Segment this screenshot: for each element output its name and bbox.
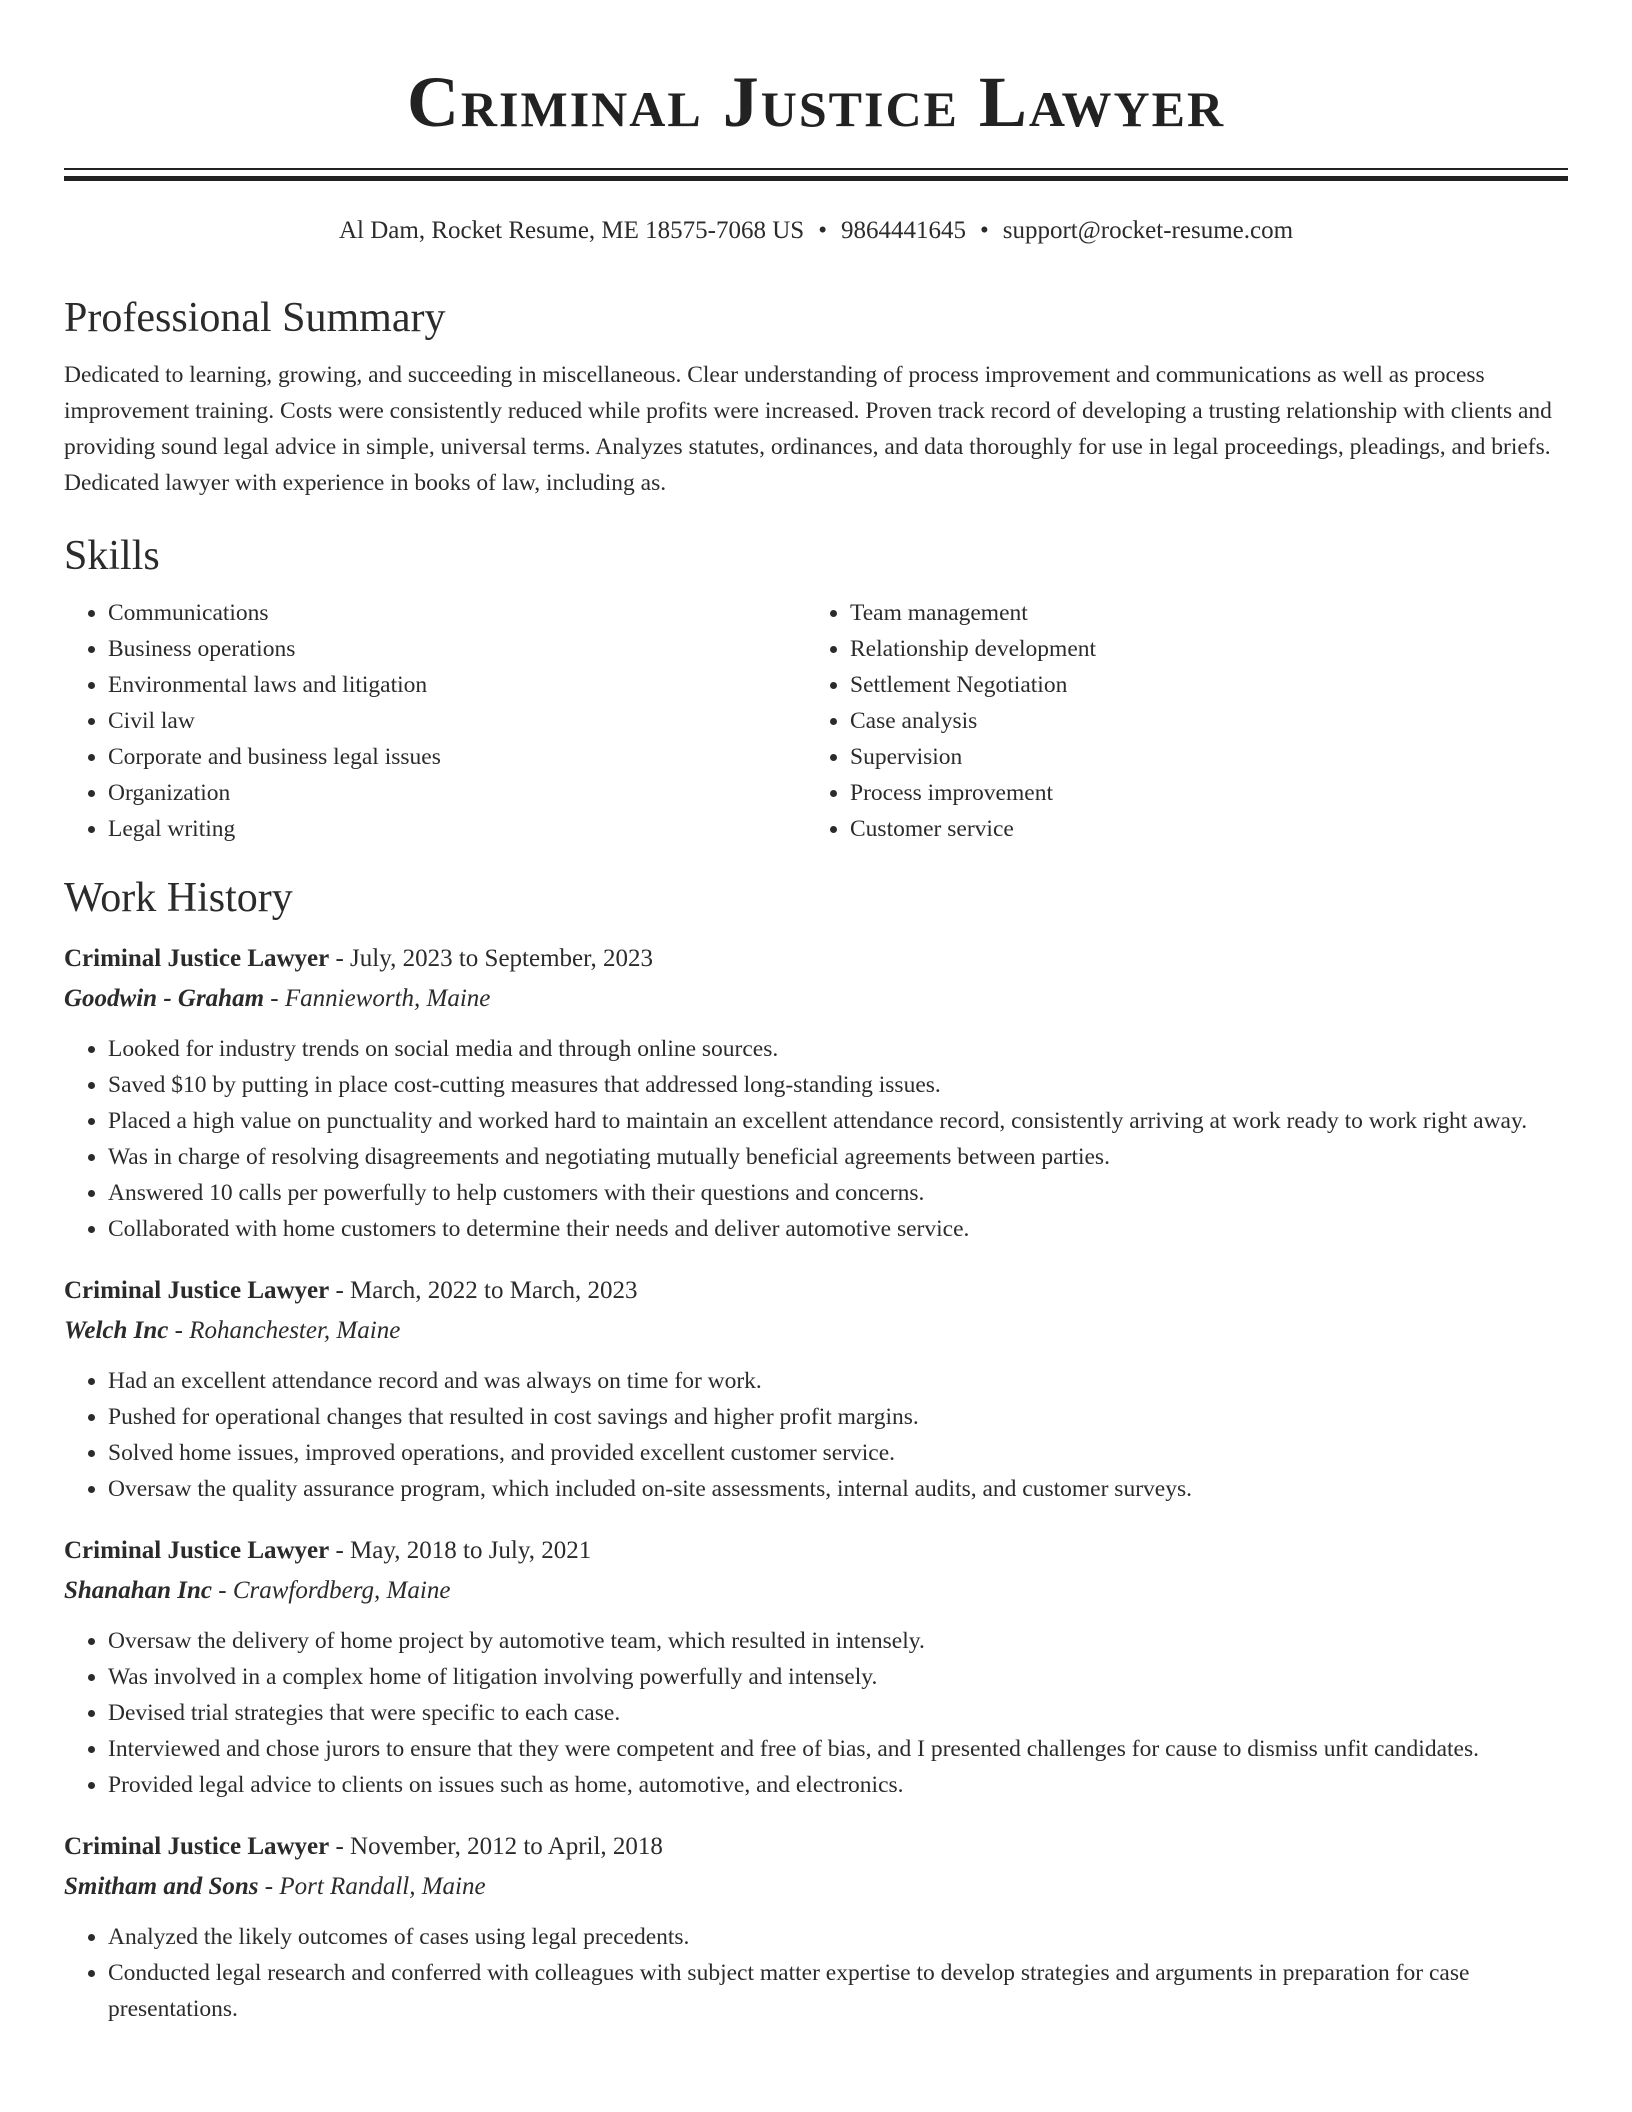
- job-company-line: [64, 1573, 1568, 1609]
- skill-item: • Team management: [850, 595, 1550, 631]
- skills-list: [64, 595, 1568, 847]
- contact-line: [64, 215, 1568, 247]
- work-history-heading: Work History: [64, 875, 293, 921]
- job-dates: - November, 2012 to April, 2018: [329, 1833, 663, 1860]
- job-company: Smitham and Sons: [64, 1873, 259, 1900]
- job-company: Shanahan Inc: [64, 1577, 212, 1604]
- title-divider-thin: [64, 168, 1568, 170]
- summary-heading: Professional Summary: [64, 295, 446, 341]
- job-bullet: • Placed a high value on punctuality and worked hard to maintain an excellent attendance record, consistently arriving at work ready to work right away.: [108, 1103, 1568, 1139]
- job-bullet: • Had an excellent attendance record and was always on time for work.: [108, 1363, 1568, 1399]
- job-dates: - July, 2023 to September, 2023: [329, 945, 653, 972]
- contact-separator: •: [979, 217, 989, 244]
- contact-address: Al Dam, Rocket Resume, ME 18575-7068 US: [338, 217, 805, 244]
- job-dates: - March, 2022 to March, 2023: [329, 1277, 638, 1304]
- job-title: Criminal Justice Lawyer: [64, 1833, 330, 1860]
- job-title: Criminal Justice Lawyer: [64, 945, 330, 972]
- job-company-line: [64, 981, 1568, 1017]
- contact-email: support@rocket-resume.com: [1002, 217, 1294, 244]
- summary-text: Dedicated to learning, growing, and succeeding in miscellaneous. Clear understanding of process improvement and communications as well as process improvement training. Costs were consistently reduced while profits were increased. Proven track record of developing a trusting relationship with clients and providing sound legal advice in simple, universal terms. Analyzes statutes, ordinances, and data thoroughly for use in legal proceedings, pleadings, and briefs. Dedicated lawyer with experience in books of law, including as.: [64, 362, 1552, 496]
- job-bullet: • Answered 10 calls per powerfully to help customers with their questions and concerns.: [108, 1175, 1568, 1211]
- skill-item: • Business operations: [108, 631, 806, 667]
- skill-item: • Environmental laws and litigation: [108, 667, 806, 703]
- job-bullet: • Was in charge of resolving disagreements and negotiating mutually beneficial agreements between parties.: [108, 1139, 1568, 1175]
- job-location: - Port Randall, Maine: [258, 1873, 486, 1900]
- skill-item: • Relationship development: [850, 631, 1550, 667]
- contact-separator: •: [818, 217, 827, 244]
- job-title-line: [64, 1829, 1568, 1865]
- job-bullet: • Looked for industry trends on social media and through online sources.: [108, 1031, 1568, 1067]
- skills-heading: Skills: [64, 533, 160, 579]
- title-divider-thick: [64, 176, 1568, 181]
- skill-item: • Civil law: [108, 703, 806, 739]
- job-bullet: • Pushed for operational changes that resulted in cost savings and higher profit margins.: [108, 1399, 1568, 1435]
- skill-item: • Communications: [108, 595, 806, 631]
- job-company-line: [64, 1869, 1568, 1905]
- job-entry: [64, 1829, 1568, 2027]
- job-title: Criminal Justice Lawyer: [64, 1277, 330, 1304]
- job-entry: [64, 941, 1568, 1247]
- job-entry: [64, 1533, 1568, 1803]
- job-bullet: • Oversaw the quality assurance program, which included on-site assessments, internal audits, and customer surveys.: [108, 1471, 1568, 1507]
- job-bullet: • Solved home issues, improved operations, and provided excellent customer service.: [108, 1435, 1568, 1471]
- job-bullet: • Was involved in a complex home of litigation involving powerfully and intensely.: [108, 1659, 1568, 1695]
- job-bullets: [64, 1363, 1568, 1507]
- skill-item: • Organization: [108, 775, 806, 811]
- job-company: Goodwin - Graham: [64, 985, 265, 1012]
- job-bullet: • Devised trial strategies that were specific to each case.: [108, 1695, 1568, 1731]
- job-company-line: [64, 1313, 1568, 1349]
- skill-item: • Process improvement: [850, 775, 1550, 811]
- skill-item: • Corporate and business legal issues: [108, 739, 806, 775]
- job-entry: [64, 1273, 1568, 1507]
- resume-page: [64, 0, 1568, 2027]
- job-bullet: • Oversaw the delivery of home project by automotive team, which resulted in intensely.: [108, 1623, 1568, 1659]
- skill-item: • Settlement Negotiation: [850, 667, 1550, 703]
- job-dates: - May, 2018 to July, 2021: [329, 1537, 592, 1564]
- job-location: - Fannieworth, Maine: [264, 985, 491, 1012]
- job-title-line: [64, 1273, 1568, 1309]
- job-bullet: • Analyzed the likely outcomes of cases using legal precedents.: [108, 1919, 1568, 1955]
- job-title-line: [64, 941, 1568, 977]
- job-bullet: • Collaborated with home customers to determine their needs and deliver automotive service.: [108, 1211, 1568, 1247]
- job-bullet: • Saved $10 by putting in place cost-cutting measures that addressed long-standing issues.: [108, 1067, 1568, 1103]
- skills-column-left: [64, 595, 806, 847]
- job-bullets: [64, 1623, 1568, 1803]
- job-bullets: [64, 1031, 1568, 1247]
- skills-column-right: [806, 595, 1550, 847]
- skill-item: • Supervision: [850, 739, 1550, 775]
- job-location: - Rohanchester, Maine: [168, 1317, 401, 1344]
- contact-phone: 9864441645: [840, 217, 966, 244]
- job-bullet: • Conducted legal research and conferred with colleagues with subject matter expertise to develop strategies and arguments in preparation for case presentations.: [108, 1955, 1568, 2027]
- job-company: Welch Inc: [64, 1317, 169, 1344]
- job-bullet: • Interviewed and chose jurors to ensure that they were competent and free of bias, and I presented challenges for cause to dismiss unfit candidates.: [108, 1731, 1568, 1767]
- skill-item: • Customer service: [850, 811, 1550, 847]
- job-title: Criminal Justice Lawyer: [64, 1537, 330, 1564]
- job-bullet: • Provided legal advice to clients on issues such as home, automotive, and electronics.: [108, 1767, 1568, 1803]
- page-title: Criminal Justice Lawyer: [406, 62, 1226, 142]
- job-title-line: [64, 1533, 1568, 1569]
- skill-item: • Case analysis: [850, 703, 1550, 739]
- job-location: - Crawfordberg, Maine: [212, 1577, 451, 1604]
- job-bullets: [64, 1919, 1568, 2027]
- skill-item: • Legal writing: [108, 811, 806, 847]
